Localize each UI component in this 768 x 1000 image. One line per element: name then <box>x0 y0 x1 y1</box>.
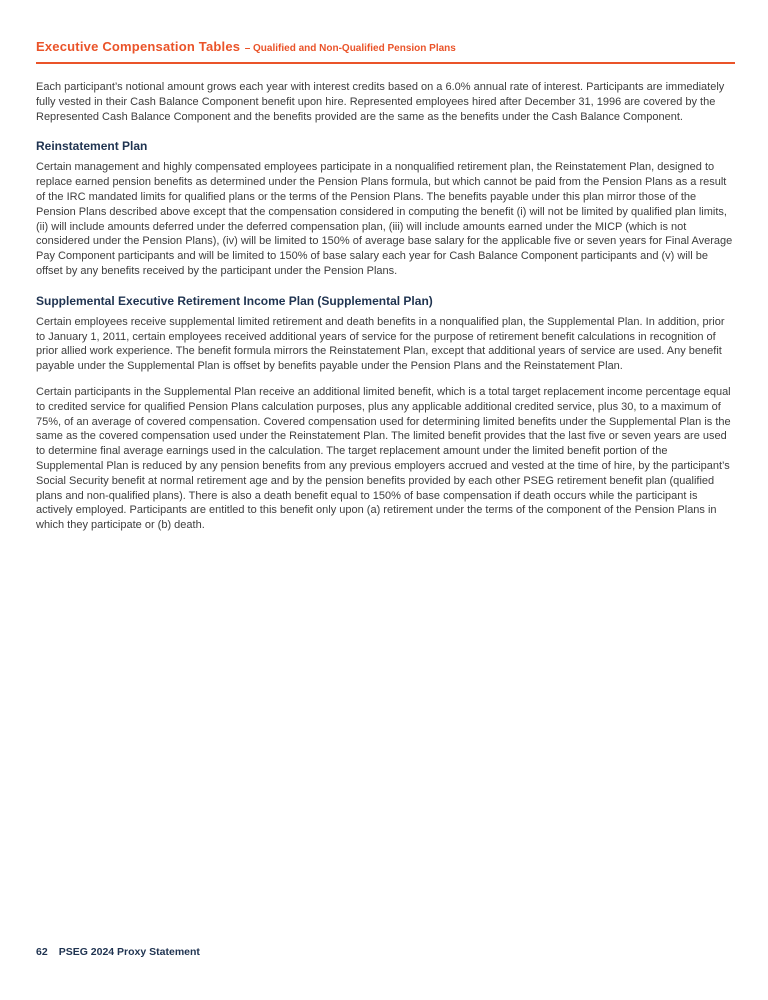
page-footer <box>36 946 200 958</box>
reinstatement-plan-paragraph: Certain management and highly compensated employees participate in a nonqualified retirement plan, the Reinstatement Plan, designed to replace earned pension benefits as determined under the Pension Plans formula, but which cannot be paid from the Pension Plans as a result of the IRC mandated limits for qualified plans or the terms of the Pension Plans. The benefits payable under this plan mirror those of the Pension Plans described above except that the compensation considered in computing the benefit (i) will not be limited by qualified plan limits, (ii) will include amounts deferred under the deferred compensation plan, (iii) will include amounts earned under the MICP (which is not considered under the Pension Plans), (iv) will be limited to 150% of average base salary for the applicable five or seven years for Final Average Pay Component participants and will be limited to 150% of base salary each year for Cash Balance Component participants and (v) will be offset by any benefits received by the participant under the Pension Plans. <box>36 161 733 277</box>
header-rule <box>36 62 735 64</box>
page-title: Executive Compensation Tables <box>36 39 241 54</box>
page-subtitle: – Qualified and Non-Qualified Pension Plans <box>244 43 456 54</box>
supplemental-plan-paragraph-2: Certain participants in the Supplemental Plan receive an additional limited benefit, which is a total target replacement income percentage equal to credited service for qualified Pension Plans calculation purposes, plus any applicable additional credited service, plus 30, to a maximum of 75%, of an average of covered compensation. Covered compensation used for determining limited benefits under the Supplemental Plan is the same as the covered compensation used under the Reinstatement Plan. The limited benefit provides that the last five or seven years are used to determine final average earnings used in the calculation. The target replacement amount under the limited benefit portion of the Supplemental Plan is reduced by any pension benefits from any previous employers accrued and vested at the time of hire, by the participant’s Social Security benefit at normal retirement age and by the pension benefits provided by each other PSEG retirement benefit plan (qualified plans and non-qualified plans). There is also a death benefit equal to 150% of base compensation if death occurs while the participant is actively employed. Participants are entitled to this benefit only upon (a) retirement under the terms of the component of the Pension Plans in which they participate or (b) death. <box>36 385 731 532</box>
page-header <box>36 38 735 64</box>
body-copy <box>36 80 735 533</box>
supplemental-plan-paragraph-1: Certain employees receive supplemental limited retirement and death benefits in a nonqualified plan, the Supplemental Plan. In addition, prior to January 1, 2011, certain employees received additional years of service for the purpose of retirement benefit calculations in recognition of prior allied work experience. The benefit formula mirrors the Reinstatement Plan, except that additional years of service are used. Any benefit payable under the Supplemental Plan is offset by benefits payable under the Pension Plans and the Reinstatement Plan. <box>36 315 725 373</box>
section-heading-supplemental-plan: Supplemental Executive Retirement Income Plan (Supplemental Plan) <box>36 293 433 308</box>
page-number: 62 <box>36 946 48 958</box>
section-heading-reinstatement-plan: Reinstatement Plan <box>36 139 148 154</box>
page-content <box>36 38 735 544</box>
footer-document-title: PSEG 2024 Proxy Statement <box>58 946 200 958</box>
intro-paragraph: Each participant’s notional amount grows each year with interest credits based on a 6.0% annual rate of interest. Participants are immediately fully vested in their Cash Balance Component benefit upon hire. Represented employees hired after December 31, 1996 are covered by the Represented Cash Balance Component and the benefits provided are the same as the benefits under the Cash Balance Component. <box>36 81 725 123</box>
